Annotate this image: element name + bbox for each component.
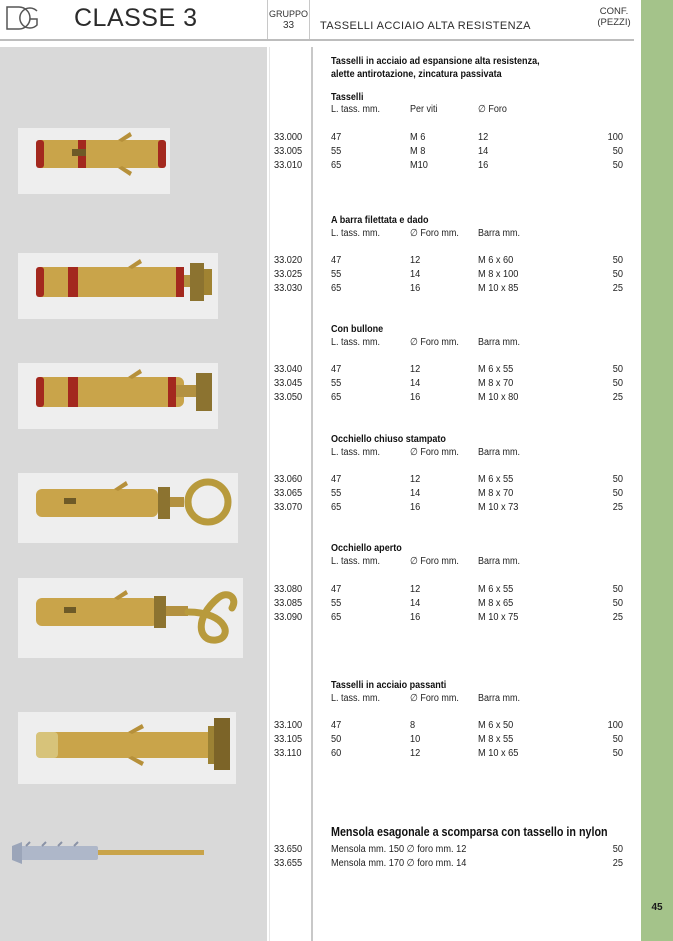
table-row — [0, 160, 641, 174]
header-title: TASSELLI ACCIAIO ALTA RESISTENZA — [320, 20, 531, 32]
table-row — [0, 132, 641, 146]
column-header: Barra mm. — [478, 556, 521, 567]
pack-quantity: 50 — [612, 364, 623, 375]
pack-quantity: 50 — [612, 734, 623, 745]
length-value: 65 — [331, 392, 342, 403]
hole-value: 10 — [410, 734, 421, 745]
column-header: ∅ Foro mm. — [410, 693, 459, 704]
column-header: L. tass. mm. — [331, 693, 381, 704]
page-header — [0, 0, 641, 40]
section-title: Con bullone — [331, 323, 384, 335]
item-code: 33.085 — [274, 598, 303, 609]
section-title: Tasselli in acciaio passanti — [331, 679, 447, 691]
hole-value: 16 — [410, 612, 421, 623]
column-header: L. tass. mm. — [331, 228, 381, 239]
rod-value: M 6 x 55 — [478, 364, 514, 375]
hole-value: 14 — [410, 598, 421, 609]
table-row — [0, 734, 641, 748]
hole-value: 12 — [410, 364, 421, 375]
table-row — [0, 269, 641, 283]
table-row — [0, 378, 641, 392]
length-value: 55 — [331, 146, 342, 157]
rod-value: M 10 x 80 — [478, 392, 519, 403]
rod-value: M 10 x 73 — [478, 502, 519, 513]
pack-quantity: 25 — [612, 392, 623, 403]
rod-value: M 10 x 75 — [478, 612, 519, 623]
length-value: 65 — [331, 160, 342, 171]
column-header: ∅ Foro — [478, 104, 507, 115]
section-title: Occhiello aperto — [331, 542, 402, 554]
class-title: CLASSE 3 — [74, 4, 198, 32]
rod-value: M 6 x 55 — [478, 584, 514, 595]
pack-quantity: 50 — [612, 748, 623, 759]
pack-quantity: 25 — [612, 858, 623, 869]
screw-value: M 8 — [410, 146, 426, 157]
conf-label: CONF. — [599, 6, 629, 17]
section-title: A barra filettata e dado — [331, 214, 429, 226]
item-code: 33.010 — [274, 160, 303, 171]
hole-value: 14 — [410, 378, 421, 389]
hole-value: 12 — [410, 748, 421, 759]
rod-value: M 8 x 70 — [478, 488, 514, 499]
pack-quantity: 100 — [607, 720, 623, 731]
table-row — [0, 392, 641, 406]
table-row — [0, 844, 641, 858]
pack-quantity: 50 — [612, 378, 623, 389]
column-header: L. tass. mm. — [331, 556, 381, 567]
item-code: 33.080 — [274, 584, 303, 595]
section-title: Tasselli — [331, 91, 364, 103]
item-code: 33.045 — [274, 378, 303, 389]
rod-value: M 8 x 70 — [478, 378, 514, 389]
item-code: 33.090 — [274, 612, 303, 623]
table-row — [0, 146, 641, 160]
column-header: L. tass. mm. — [331, 447, 381, 458]
hole-value: 12 — [410, 584, 421, 595]
table-row — [0, 612, 641, 626]
pack-quantity: 50 — [612, 255, 623, 266]
item-code: 33.070 — [274, 502, 303, 513]
item-description: Mensola mm. 150 ∅ foro mm. 12 — [331, 844, 467, 855]
length-value: 47 — [331, 364, 342, 375]
length-value: 65 — [331, 502, 342, 513]
table-row — [0, 502, 641, 516]
pack-quantity: 50 — [612, 160, 623, 171]
length-value: 65 — [331, 612, 342, 623]
intro-line-2: alette antirotazione, zincatura passivata — [331, 68, 502, 80]
column-header: Barra mm. — [478, 447, 521, 458]
length-value: 55 — [331, 488, 342, 499]
pack-quantity: 50 — [612, 584, 623, 595]
column-header: L. tass. mm. — [331, 337, 381, 348]
pack-quantity: 50 — [612, 488, 623, 499]
side-color-strip — [641, 0, 673, 941]
item-code: 33.020 — [274, 255, 303, 266]
hole-value: 16 — [478, 160, 489, 171]
table-row — [0, 584, 641, 598]
column-header: L. tass. mm. — [331, 104, 381, 115]
table-row — [0, 858, 641, 872]
table-row — [0, 255, 641, 269]
length-value: 47 — [331, 584, 342, 595]
item-code: 33.655 — [274, 858, 303, 869]
length-value: 60 — [331, 748, 342, 759]
pack-quantity: 50 — [612, 474, 623, 485]
pack-quantity: 50 — [612, 598, 623, 609]
pack-quantity: 25 — [612, 283, 623, 294]
pack-quantity: 50 — [612, 844, 623, 855]
rod-value: M 6 x 60 — [478, 255, 514, 266]
length-value: 65 — [331, 283, 342, 294]
item-code: 33.030 — [274, 283, 303, 294]
header-rule — [0, 39, 634, 41]
item-code: 33.110 — [274, 748, 302, 759]
length-value: 55 — [331, 269, 342, 280]
column-header: ∅ Foro mm. — [410, 556, 459, 567]
table-row — [0, 474, 641, 488]
rod-value: M 8 x 65 — [478, 598, 514, 609]
hole-value: 14 — [478, 146, 489, 157]
hole-value: 8 — [410, 720, 416, 731]
screw-value: M 6 — [410, 132, 426, 143]
table-row — [0, 283, 641, 297]
rod-value: M 6 x 55 — [478, 474, 514, 485]
item-code: 33.065 — [274, 488, 303, 499]
item-code: 33.100 — [274, 720, 303, 731]
table-row — [0, 748, 641, 762]
gruppo-number: 33 — [282, 20, 295, 31]
pack-quantity: 50 — [612, 146, 623, 157]
column-header: ∅ Foro mm. — [410, 447, 459, 458]
hole-value: 12 — [410, 255, 421, 266]
screw-value: M10 — [410, 160, 428, 171]
section-title: Mensola esagonale a scomparsa con tassello in nylon — [331, 825, 608, 839]
length-value: 55 — [331, 378, 342, 389]
page-number: 45 — [651, 902, 663, 913]
item-code: 33.105 — [274, 734, 303, 745]
gruppo-label: GRUPPO — [268, 9, 308, 19]
hole-value: 12 — [478, 132, 489, 143]
table-row — [0, 598, 641, 612]
item-description: Mensola mm. 170 ∅ foro mm. 14 — [331, 858, 467, 869]
column-header: Barra mm. — [478, 337, 521, 348]
column-header: Barra mm. — [478, 228, 521, 239]
pack-quantity: 100 — [607, 132, 623, 143]
rod-value: M 6 x 50 — [478, 720, 514, 731]
rod-value: M 10 x 85 — [478, 283, 519, 294]
intro-line-1: Tasselli in acciaio ad espansione alta resistenza, — [331, 55, 540, 67]
column-header: Per viti — [410, 104, 438, 115]
column-header: ∅ Foro mm. — [410, 337, 459, 348]
hole-value: 14 — [410, 269, 421, 280]
section-title: Occhiello chiuso stampato — [331, 433, 446, 445]
length-value: 47 — [331, 474, 342, 485]
pack-quantity: 50 — [612, 269, 623, 280]
length-value: 47 — [331, 255, 342, 266]
pack-quantity: 25 — [612, 502, 623, 513]
item-code: 33.060 — [274, 474, 303, 485]
length-value: 47 — [331, 720, 342, 731]
rod-value: M 8 x 100 — [478, 269, 519, 280]
length-value: 50 — [331, 734, 342, 745]
table-row — [0, 720, 641, 734]
column-header: Barra mm. — [478, 693, 521, 704]
hole-value: 16 — [410, 283, 421, 294]
hole-value: 16 — [410, 392, 421, 403]
item-code: 33.005 — [274, 146, 303, 157]
conf-box — [594, 6, 634, 28]
hole-value: 16 — [410, 502, 421, 513]
conf-unit: (PEZZI) — [597, 17, 631, 28]
company-logo — [3, 3, 43, 33]
length-value: 55 — [331, 598, 342, 609]
table-row — [0, 364, 641, 378]
column-header: ∅ Foro mm. — [410, 228, 459, 239]
hole-value: 14 — [410, 488, 421, 499]
table-row — [0, 488, 641, 502]
item-code: 33.050 — [274, 392, 303, 403]
item-code: 33.650 — [274, 844, 303, 855]
item-code: 33.000 — [274, 132, 303, 143]
item-code: 33.040 — [274, 364, 303, 375]
rod-value: M 8 x 55 — [478, 734, 514, 745]
pack-quantity: 25 — [612, 612, 623, 623]
gruppo-box — [267, 0, 310, 40]
item-code: 33.025 — [274, 269, 303, 280]
length-value: 47 — [331, 132, 342, 143]
hole-value: 12 — [410, 474, 421, 485]
rod-value: M 10 x 65 — [478, 748, 519, 759]
